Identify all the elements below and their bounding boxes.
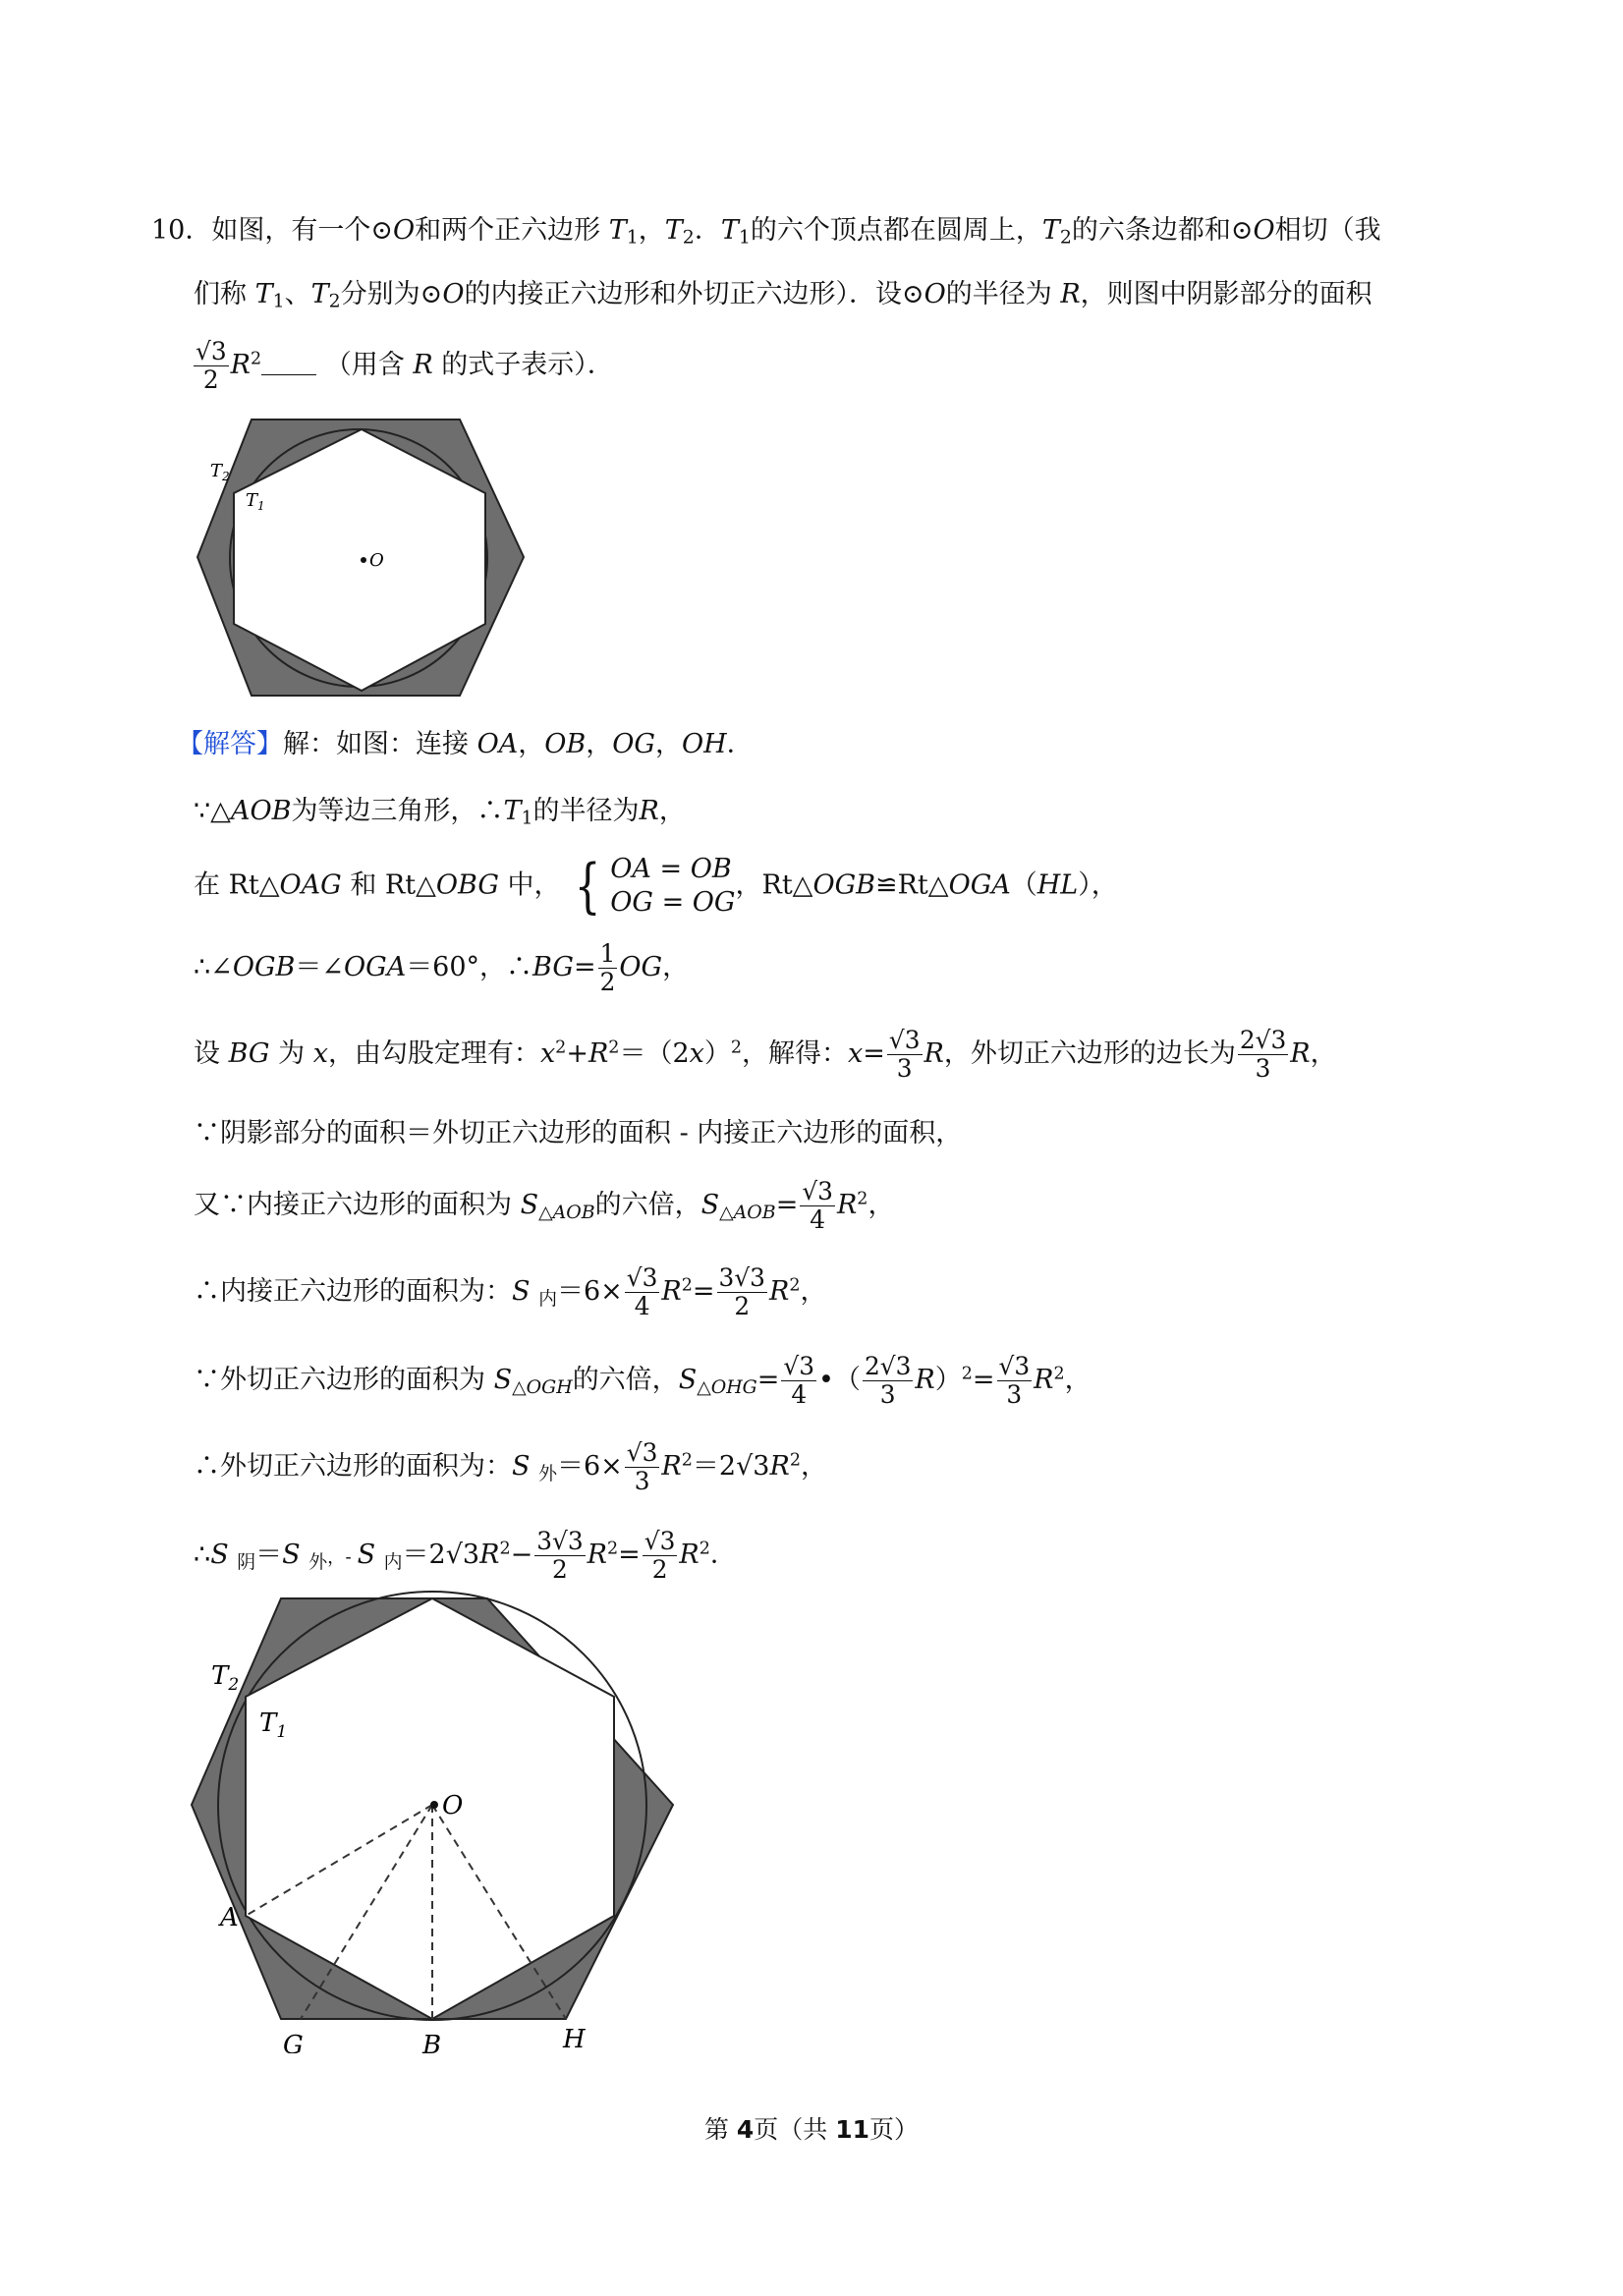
solution-line-2: ∵△AOB为等边三角形，$\therefore T_1$的半径为R， (194, 796, 686, 829)
solution-line-10: ∴外切正六边形的面积为：S $_外$＝6× $\frac{√3}{3}$ $R^2=2√3R^2$， (194, 1438, 827, 1496)
label-O: O (442, 1791, 464, 1820)
label-T1: $T_1$ (246, 490, 265, 513)
case-system: { OA = OB OG = OG (574, 851, 736, 921)
center-dot (430, 1801, 438, 1809)
label-T2: $T_2$ (210, 461, 230, 483)
label-T1: $T_1$ (259, 1708, 288, 1742)
label-O: O (369, 550, 384, 571)
answer-fraction: $\frac{√3}{2}$ (196, 337, 227, 395)
solution-line-11: ∴S $_阴$＝S $_外$，- S $_内=2√3R^2-$ $\frac{3√3}{2}$ $R^2=$ $\frac{√3}{2}$ $R^2$． (194, 1527, 737, 1585)
center-dot (361, 557, 366, 563)
page-total: 11 (835, 2115, 870, 2144)
figure-hexagons-1 (187, 413, 540, 717)
label-G: G (283, 2031, 304, 2053)
solution-line-4: ∴∠OGB＝∠OGA＝60°，∴BG= $\frac{1}{2}$ OG， (194, 939, 690, 997)
label-T2: $T_2$ (211, 1661, 240, 1695)
question-line-1: 10．如图，有一个⊙O和两个正六边形 $T_1$，$T_2$．$T_1$的六个顶点都在圆周上，$T_2$的六条边都和⊙O相切（我 (151, 215, 1381, 249)
solution-line-6: ∵阴影部分的面积＝外切正六边形的面积 - 内接正六边形的面积， (194, 1118, 963, 1148)
solution-line-1: 【解答】解：如图：连接 OA，OB，OG，OH． (177, 729, 754, 759)
label-A: A (220, 1903, 239, 1932)
page-footer: 第 4页（共 11页） (703, 2115, 920, 2144)
solution-line-9: ∵外切正六边形的面积为 $S_{\triangle OGH}$的六倍，$S_{\triangle OHG}=$ $\frac{√3}{4}$ •（ $\frac{2√3}{3}$ R）$^2$= $\frac{√3}{3}$ $R^2$， (194, 1352, 1091, 1410)
solution-line-5: 设 BG 为 x，由勾股定理有：$x^2+R^2=(2x)^2$，解得：x= $\frac{√3}{3}$ R，外切正六边形的边长为 $\frac{2√3}{3}$ R， (194, 1026, 1337, 1084)
label-H: H (563, 2025, 586, 2053)
solution-line-8: ∴内接正六边形的面积为：S $_内$＝6× $\frac{√3}{4}$ $R^2=$ $\frac{3√3}{2}$ $R^2$， (194, 1263, 827, 1321)
answer-blank (261, 364, 316, 375)
label-B: B (422, 2031, 442, 2053)
solution-tag: 【解答】 (177, 729, 283, 759)
figure-hexagons-2 (177, 1582, 688, 2053)
question-line-2: 们称 $T_1$、$T_2$分别为⊙O的内接正六边形和外切正六边形）．设⊙O的半径为 R，则图中阴影部分的面积 (194, 279, 1372, 312)
page-number: 4 (736, 2115, 755, 2144)
question-line-3-answer: $\frac{√3}{2}$ $R^2$ （用含 R 的式子表示）． (196, 337, 614, 395)
solution-line-3: 在 Rt△OAG 和 Rt△OBG 中， { OA = OB OG = OG ，Rt△OGB≌Rt△OGA（HL）， (194, 851, 1118, 921)
solution-line-7: 又∵内接正六边形的面积为 $S_{\triangle AOB}$的六倍，$S_{\triangle AOB}=$ $\frac{√3}{4}$ $R^2$， (194, 1177, 895, 1235)
